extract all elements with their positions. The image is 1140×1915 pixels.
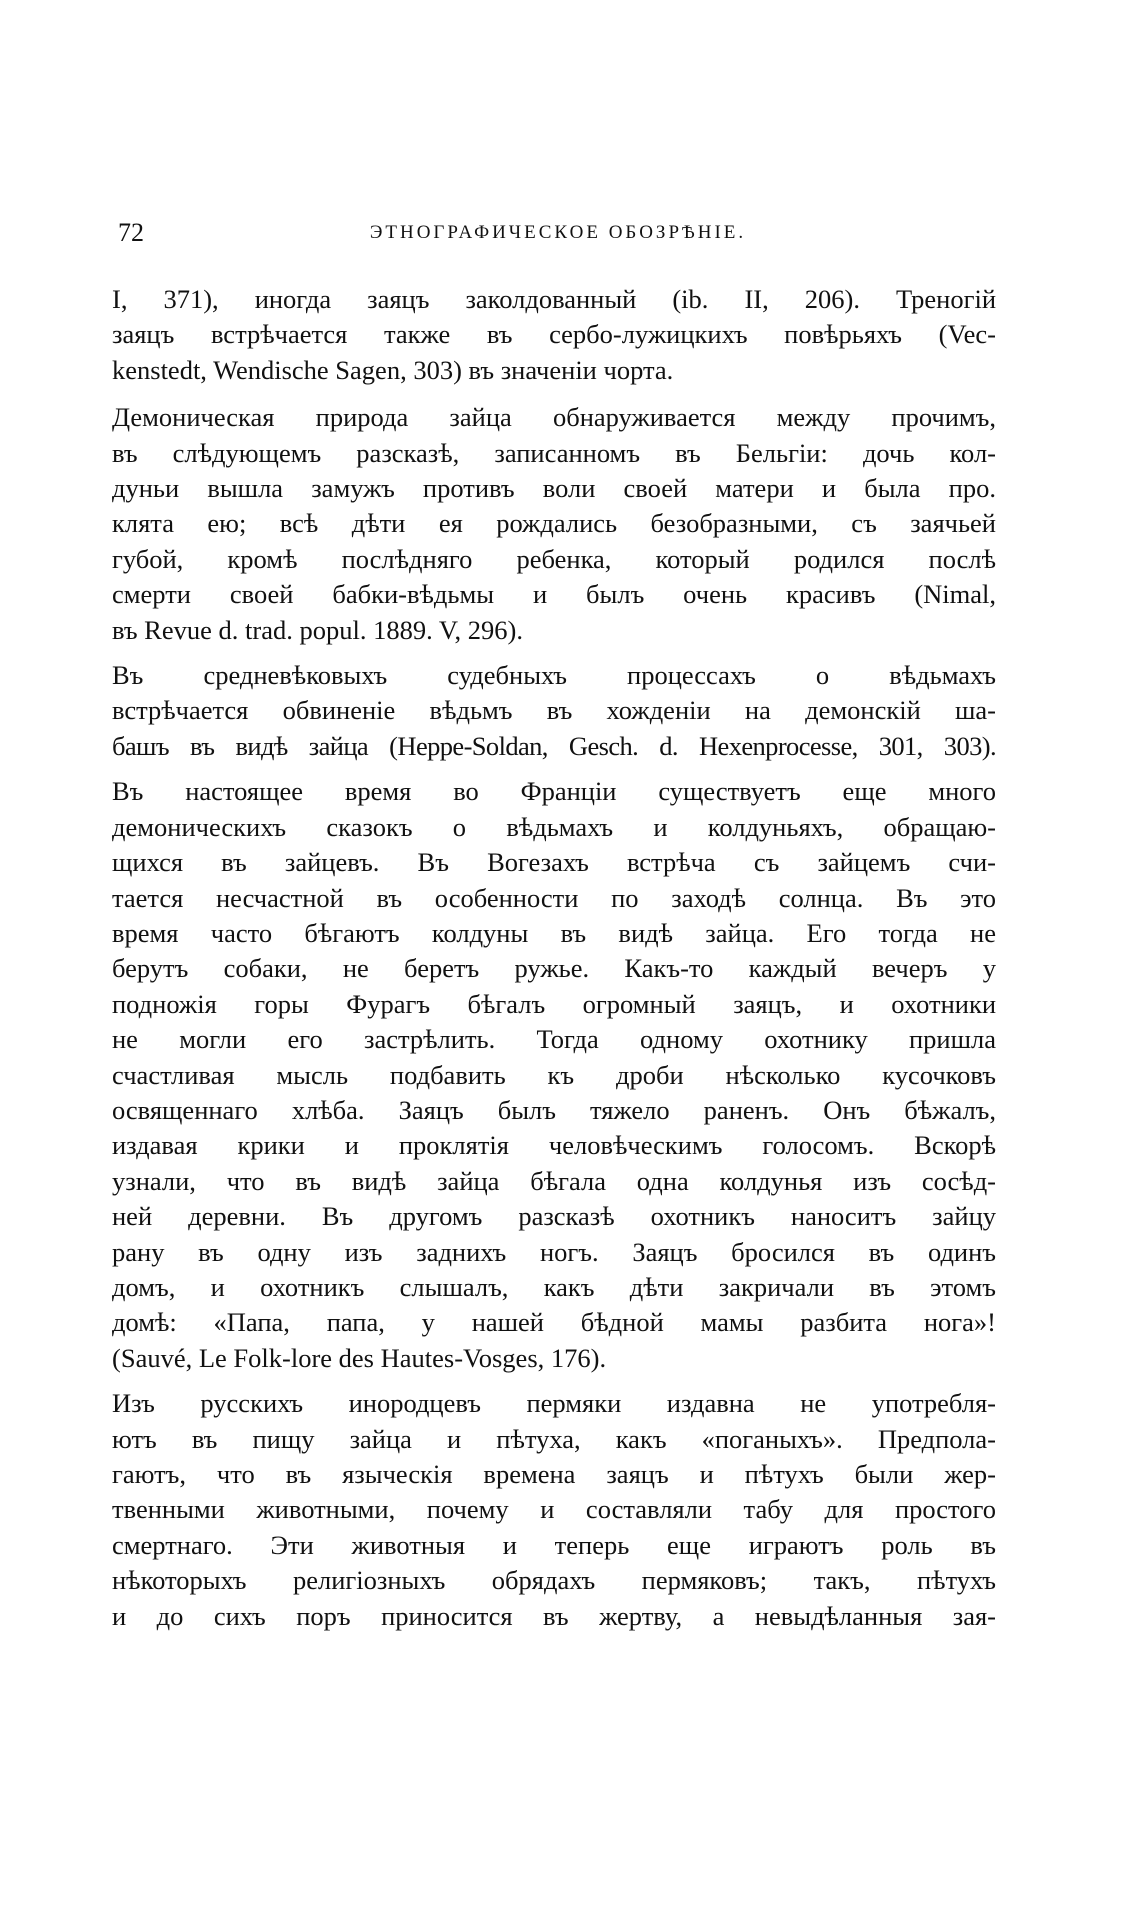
text-line: Демоническая природа зайца обнаруживается между прочимъ, (112, 402, 996, 433)
text-line: заяцъ встрѣчается также въ сербо-лужицкихъ повѣрьяхъ (Vec- (112, 319, 996, 350)
text-line: Въ средневѣковыхъ судебныхъ процессахъ о вѣдьмахъ (112, 660, 996, 691)
text-line: демоническихъ сказокъ о вѣдьмахъ и колдуньяхъ, обращаю- (112, 811, 996, 842)
page-number: 72 (118, 218, 144, 247)
text-line: щихся въ зайцевъ. Въ Вогезахъ встрѣча съ зайцемъ счи- (112, 847, 996, 878)
running-head: ЭТНОГРАФИЧЕСКОЕ ОБОЗРѢНІЕ. (369, 222, 747, 243)
body-text (112, 282, 996, 1644)
text-line: узнали, что въ видѣ зайца бѣгала одна колдунья изъ сосѣд- (112, 1165, 996, 1196)
text-line: твенными животными, почему и составляли табу для простого (112, 1494, 996, 1525)
text-line: нѣкоторыхъ религіозныхъ обрядахъ пермяковъ; такъ, пѣтухъ (112, 1565, 996, 1596)
text-line: тается несчастной въ особенности по заходѣ солнца. Въ это (112, 882, 996, 913)
text-line: I, 371), иногда заяцъ заколдованный (ib. II, 206). Треногій (112, 284, 996, 314)
text-line: въ слѣдующемъ разсказѣ, записанномъ въ Бельгіи: дочь кол- (112, 437, 996, 468)
text-line: смертнаго. Эти животныя и теперь еще играютъ роль въ (112, 1529, 996, 1560)
text-line: рану въ одну изъ заднихъ ногъ. Заяцъ бросился въ одинъ (112, 1236, 996, 1267)
text-line: время часто бѣгаютъ колдуны въ видѣ зайца. Его тогда не (112, 917, 996, 948)
paragraph-1 (112, 282, 996, 388)
paragraph-3 (112, 658, 996, 764)
text-line: губой, кромѣ послѣдняго ребенка, который родился послѣ (112, 543, 996, 574)
page-header (118, 218, 998, 258)
text-line: домъ, и охотникъ слышалъ, какъ дѣти закричали въ этомъ (112, 1271, 996, 1302)
text-line: счастливая мысль подбавить къ дроби нѣсколько кусочковъ (112, 1059, 996, 1090)
text-line: въ Revue d. trad. popul. 1889. V, 296). (112, 614, 524, 645)
paragraph-5 (112, 1386, 996, 1634)
paragraph-2 (112, 400, 996, 648)
text-line: Въ настоящее время во Франціи существуетъ еще много (112, 776, 996, 807)
text-line: издавая крики и проклятія человѣческимъ голосомъ. Вскорѣ (112, 1130, 996, 1161)
text-line: дуньи вышла замужъ противъ воли своей матери и была про. (112, 473, 996, 504)
paragraph-4 (112, 774, 996, 1376)
text-line: башъ въ видѣ зайца (Heppe-Soldan, Gesch. d. Hexenprocesse, 301, 303). (112, 730, 996, 761)
text-line: ютъ въ пищу зайца и пѣтуха, какъ «поганыхъ». Предпола- (112, 1423, 996, 1454)
text-line: ней деревни. Въ другомъ разсказѣ охотникъ наноситъ зайцу (112, 1201, 996, 1232)
text-line: kenstedt, Wendische Sagen, 303) въ значеніи чорта. (112, 354, 674, 385)
text-line: смерти своей бабки-вѣдьмы и былъ очень красивъ (Nimal, (112, 579, 996, 610)
text-line: берутъ собаки, не беретъ ружье. Какъ-то каждый вечеръ у (112, 953, 996, 984)
text-line: гаютъ, что въ языческія времена заяцъ и пѣтухъ были жер- (112, 1459, 996, 1489)
text-line: освященнаго хлѣба. Заяцъ былъ тяжело раненъ. Онъ бѣжалъ, (112, 1094, 996, 1125)
text-line: домѣ: «Папа, папа, у нашей бѣдной мамы разбита нога»! (112, 1307, 996, 1338)
text-line: Изъ русскихъ инородцевъ пермяки издавна не употребля- (112, 1388, 996, 1419)
text-line: встрѣчается обвиненіе вѣдьмъ въ хожденіи на демонскій ша- (112, 695, 996, 726)
text-line: подножія горы Фурагъ бѣгалъ огромный заяцъ, и охотники (112, 988, 996, 1019)
text-line: не могли его застрѣлить. Тогда одному охотнику пришла (112, 1024, 996, 1055)
text-line: и до сихъ поръ приносится въ жертву, а невыдѣланныя зая- (112, 1600, 996, 1631)
text-line: клята ею; всѣ дѣти ея рождались безобразными, съ заячьей (112, 508, 996, 539)
text-line: (Sauvé, Le Folk-lore des Hautes-Vosges, 176). (112, 1342, 607, 1373)
